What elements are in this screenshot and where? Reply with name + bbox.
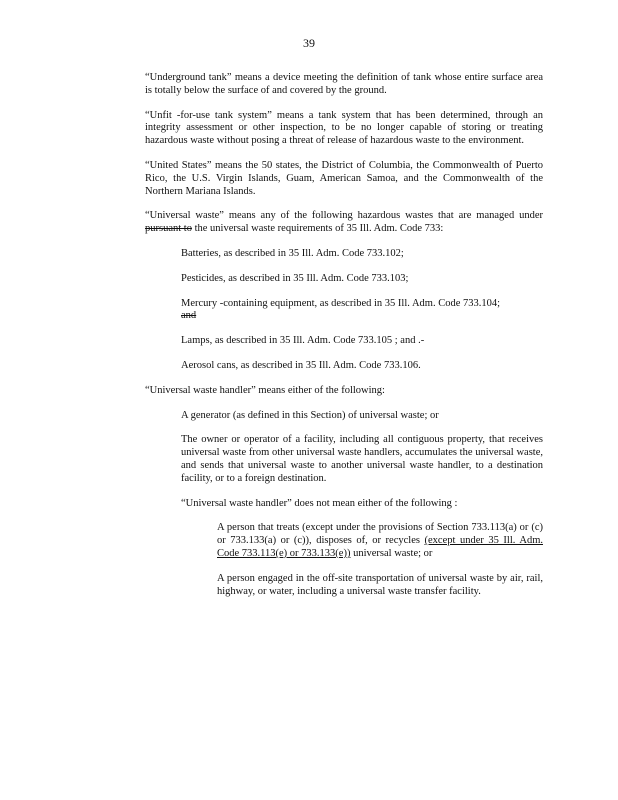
struck-and: and	[181, 310, 197, 322]
exclusion-treats	[217, 522, 543, 560]
definition-united-states: “United States” means the 50 states, the District of Columbia, the Commonwealth of Puerto Rico, the U.S. Virgin Islands, Guam, American Samoa, and the Commonwealth of the Northern Mariana Islands.	[145, 159, 543, 197]
handler-owner-operator: The owner or operator of a facility, including all contiguous property, that receives universal waste from other universal waste handlers, accumulates the universal waste, and sends that universal waste to another universal waste handler, to a destination facility, or to a foreign destination.	[181, 434, 543, 484]
list-item-aerosol: Aerosol cans, as described in 35 Ill. Adm. Code 733.106.	[181, 359, 421, 371]
treats-text: A person that treats (except under the provisions of Section 733.113(a) or (c) or 733.133(a) or (c)), disposes of, or recycles	[217, 522, 543, 547]
exclusion-transport: A person engaged in the off-site transportation of universal waste by air, rail, highway, or water, including a universal waste transfer facility.	[217, 572, 543, 597]
definition-universal-waste	[145, 210, 543, 236]
definition-unfit-tank-system: “Unfit -for-use tank system” means a tank system that has been determined, through an integrity assessment or other inspection, to be no longer capable of storing or treating hazardous waste without posing a threat of release of hazardous waste to the environment.	[145, 109, 543, 147]
universal-waste-intro-end: the universal waste requirements of 35 Ill. Adm. Code 733:	[191, 223, 444, 235]
mercury-text: Mercury -containing equipment, as described in 35 Ill. Adm. Code 733.104;	[181, 297, 501, 309]
treats-end: universal waste; or	[350, 547, 433, 559]
struck-text: pursuant to	[145, 223, 192, 235]
handler-generator: A generator (as defined in this Section) of universal waste; or	[181, 409, 439, 421]
list-item-lamps: Lamps, as described in 35 Ill. Adm. Code 733.105 ; and .-	[181, 335, 425, 347]
handler-exclusions: “Universal waste handler” does not mean either of the following :	[181, 497, 458, 509]
definition-universal-waste-handler: “Universal waste handler” means either of the following:	[145, 384, 385, 396]
list-item-batteries: Batteries, as described in 35 Ill. Adm. Code 733.102;	[181, 247, 404, 259]
list-item-pesticides: Pesticides, as described in 35 Ill. Adm. Code 733.103;	[181, 272, 409, 284]
definition-underground-tank: “Underground tank” means a device meeting the definition of tank whose entire surface area is totally below the surface of and covered by the ground.	[145, 72, 543, 96]
document-body	[145, 72, 543, 610]
page-number: 39	[303, 36, 315, 50]
underlined-text: (except under 35 Ill. Adm. Code 733.113(e) or 733.133(e))	[217, 535, 543, 559]
universal-waste-intro-start: “Universal waste” means any of the following hazardous wastes that are managed under	[145, 210, 543, 222]
list-item-mercury	[181, 298, 543, 324]
